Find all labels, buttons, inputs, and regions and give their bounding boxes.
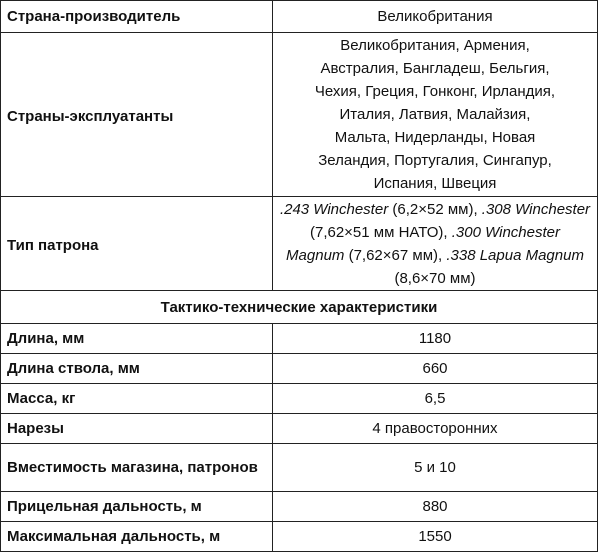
rifling-label: Нарезы [1,414,273,444]
table-row [1,414,598,444]
cartridge-name: .300 Winchester Magnum [286,223,560,264]
table-row [1,354,598,384]
cartridge-size: (6,2×52 мм), [388,200,482,218]
cartridge-size: (7,62×67 мм), [344,246,447,264]
cartridge-name: .243 Winchester [279,200,389,218]
sight-range-value: 880 [273,492,598,522]
rifling-value: 4 правосторонних [273,414,598,444]
operators-line: Австралия, Бангладеш, Бельгия, [320,60,550,77]
operators-label: Страны-эксплуатанты [1,33,273,197]
mass-label: Масса, кг [1,384,273,414]
cartridge-label: Тип патрона [1,197,273,291]
barrel-length-value: 660 [273,354,598,384]
table-row [1,492,598,522]
cartridge-name: .338 Lapua Magnum [446,246,584,264]
table-row [1,324,598,354]
table-row [1,384,598,414]
operators-line: Италия, Латвия, Малайзия, [339,106,531,123]
operators-line: Великобритания, Армения, [340,37,530,54]
operators-line: Мальта, Нидерланды, Новая [334,129,536,146]
barrel-length-label: Длина ствола, мм [1,354,273,384]
magazine-capacity-value: 5 и 10 [273,444,598,492]
table-row [1,33,598,197]
max-range-label: Максимальная дальность, м [1,522,273,552]
table-row [1,522,598,552]
cartridge-value [273,197,598,291]
manufacturer-value: Великобритания [273,1,598,33]
cartridge-size: (7,62×51 мм НАТО), [309,223,452,241]
table-row [1,444,598,492]
table-row [1,291,598,324]
cartridge-name: .308 Winchester [481,200,591,218]
operators-line: Зеландия, Португалия, Сингапур, [318,152,552,169]
max-range-value: 1550 [273,522,598,552]
table-row [1,1,598,33]
section-title: Тактико-технические характеристики [1,291,598,324]
magazine-capacity-label: Вместимость магазина, патронов [1,444,273,492]
mass-value: 6,5 [273,384,598,414]
operators-line: Испания, Швеция [373,175,497,192]
table-row [1,197,598,291]
length-value: 1180 [273,324,598,354]
length-label: Длина, мм [1,324,273,354]
manufacturer-label: Страна-производитель [1,1,273,33]
cartridge-size: (8,6×70 мм) [394,269,476,287]
operators-line: Чехия, Греция, Гонконг, Ирландия, [314,83,556,100]
operators-value [273,33,598,197]
sight-range-label: Прицельная дальность, м [1,492,273,522]
